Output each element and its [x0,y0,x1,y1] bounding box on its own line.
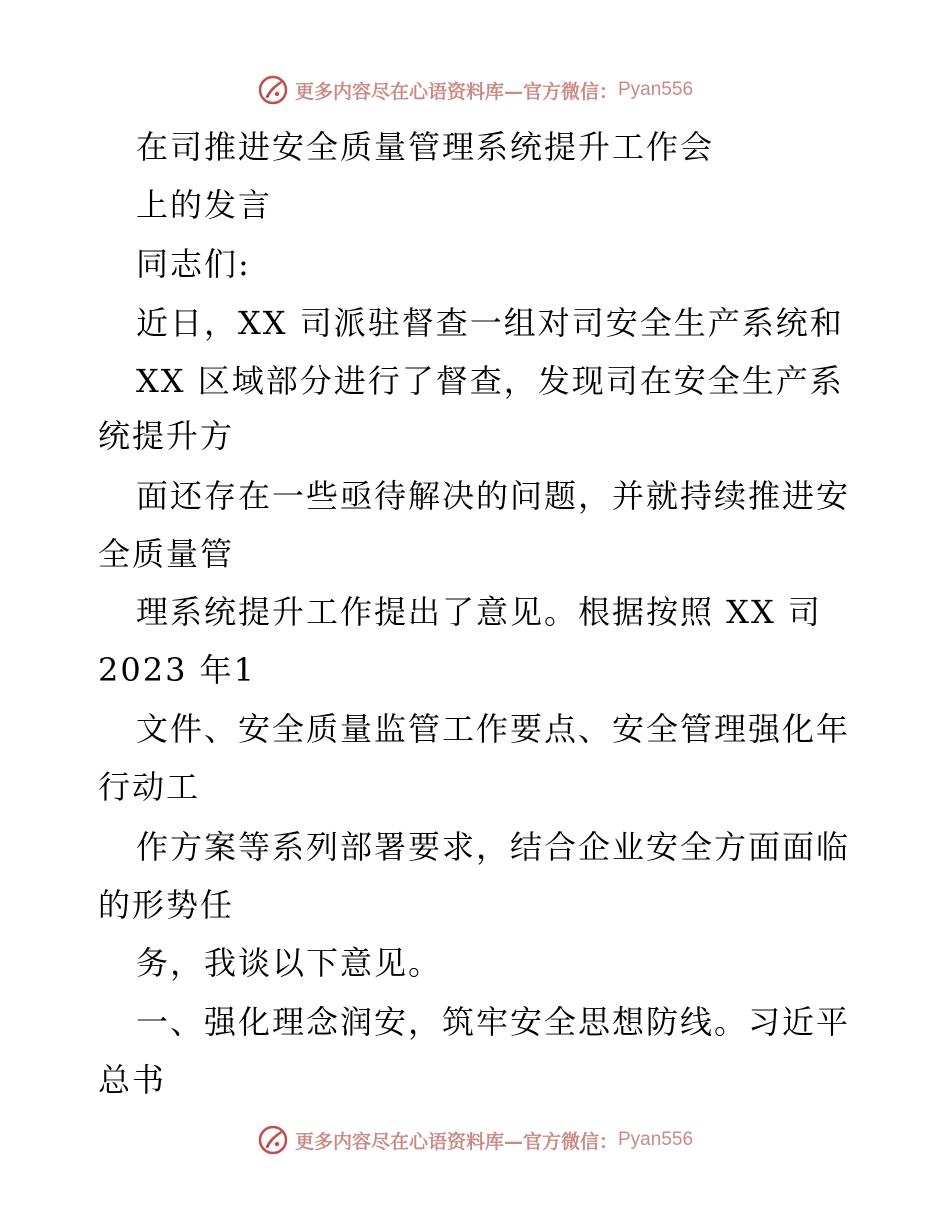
paragraph-line: 文件、安全质量监管工作要点、安全管理强化年 [136,710,851,748]
brush-pen-logo-icon [257,1124,289,1156]
footer-watermark [0,1120,950,1160]
watermark-text: 更多内容尽在心语资料库—官方微信： [294,80,618,103]
doc-title-line-1: 在司推进安全质量管理系统提升工作会 [136,128,715,166]
paragraph-line: 2023 年1 [98,651,256,689]
header-watermark [0,70,950,110]
paragraph-line: 总书 [98,1061,167,1099]
paragraph-line: 作方案等系列部署要求，结合企业安全方面面临 [136,828,851,866]
paragraph-line: 行动工 [98,768,201,806]
salutation: 同志们: [136,245,251,283]
paragraph-line: 务，我谈以下意见。 [136,944,443,982]
doc-title-line-2: 上的发言 [136,186,273,224]
paragraph-line: 理系统提升工作提出了意见。根据按照 XX 司 [136,593,822,631]
section-heading-line: 一、强化理念润安，筑牢安全思想防线。习近平 [136,1003,851,1041]
brush-pen-logo-icon [257,74,289,106]
paragraph-line: 面还存在一些亟待解决的问题，并就持续推进安 [136,477,851,515]
paragraph-line: 全质量管 [98,535,235,573]
watermark-wechat-id: Pyan556 [618,79,694,100]
watermark-text: 更多内容尽在心语资料库—官方微信： [294,1130,618,1153]
paragraph-line: XX 区域部分进行了督查，发现司在安全生产系 [136,362,844,400]
watermark-wechat-id: Pyan556 [618,1129,694,1150]
paragraph-line: 近日，XX 司派驻督查一组对司安全生产系统和 [136,304,844,342]
paragraph-line: 统提升方 [98,417,235,455]
paragraph-line: 的形势任 [98,886,235,924]
